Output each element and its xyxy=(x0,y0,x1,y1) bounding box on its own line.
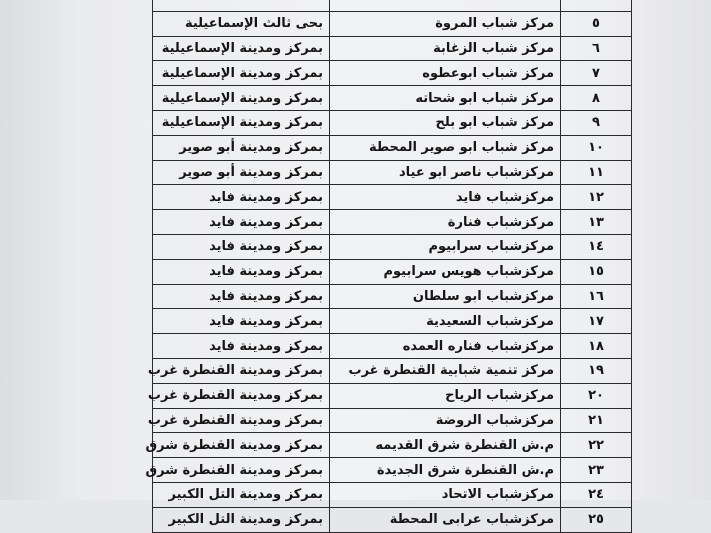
center-name-cell: مركزشباب الاتحاد xyxy=(330,482,561,507)
center-name-cell: مركزشباب ابو سلطان xyxy=(330,284,561,309)
row-number-cell: ٦ xyxy=(561,36,632,61)
location-cell: بمركز ومدينة القنطرة غرب xyxy=(153,408,330,433)
table-row xyxy=(153,383,632,408)
row-number-cell: ١٦ xyxy=(561,284,632,309)
location-cell: بمركز ومدينة التل الكبير xyxy=(153,507,330,532)
location-cell: بمركز ومدينة التل الكبير xyxy=(153,482,330,507)
center-name-cell: مركزشباب ناصر ابو عياد xyxy=(330,160,561,185)
location-cell: بمركز ومدينة القنطرة غرب xyxy=(153,358,330,383)
location-cell: بمركز ومدينة القنطرة شرق xyxy=(153,433,330,458)
row-number-cell: ١٩ xyxy=(561,358,632,383)
row-number-cell: ١١ xyxy=(561,160,632,185)
youth-centers-table xyxy=(145,0,632,533)
center-name-cell: م.ش القنطرة شرق القديمه xyxy=(330,433,561,458)
row-number-cell: ٢٤ xyxy=(561,482,632,507)
location-cell: بمركز ومدينة القنطرة غرب xyxy=(153,383,330,408)
location-cell: بمركز ومدينة فايد xyxy=(153,334,330,359)
row-number-cell: ٧ xyxy=(561,61,632,86)
row-number-cell: ١٥ xyxy=(561,259,632,284)
center-name-cell: مركزشباب فنارة xyxy=(330,210,561,235)
table-row xyxy=(153,309,632,334)
table-row xyxy=(153,259,632,284)
row-number-cell: ٢٥ xyxy=(561,507,632,532)
table-body xyxy=(145,0,632,532)
table-row xyxy=(153,135,632,160)
row-number-cell: ١٨ xyxy=(561,334,632,359)
table-row xyxy=(153,36,632,61)
row-number-cell: ١٠ xyxy=(561,135,632,160)
center-name-cell: م.ش القنطرة شرق الجديدة xyxy=(330,458,561,483)
location-cell xyxy=(153,0,330,11)
table-row xyxy=(153,86,632,111)
center-name-cell: مركزشباب فناره العمده xyxy=(330,334,561,359)
table-row xyxy=(153,110,632,135)
location-cell: بحى ثالث الإسماعيلية xyxy=(153,11,330,36)
row-number-cell xyxy=(561,0,632,11)
location-cell: بمركز ومدينة فايد xyxy=(153,309,330,334)
center-name-cell: مركزشباب الروضة xyxy=(330,408,561,433)
row-number-cell: ٢٢ xyxy=(561,433,632,458)
row-number-cell: ١٢ xyxy=(561,185,632,210)
table-row xyxy=(153,458,632,483)
table-row xyxy=(153,61,632,86)
row-number-cell: ١٤ xyxy=(561,234,632,259)
center-name-cell: مركز شباب ابو شحاته xyxy=(330,86,561,111)
table-row xyxy=(153,482,632,507)
row-number-cell: ١٣ xyxy=(561,210,632,235)
row-number-cell: ٢٠ xyxy=(561,383,632,408)
table-row xyxy=(153,358,632,383)
row-number-cell: ١٧ xyxy=(561,309,632,334)
table-row xyxy=(153,284,632,309)
location-cell: بمركز ومدينة الإسماعيلية xyxy=(153,110,330,135)
table-row xyxy=(153,185,632,210)
center-name-cell: مركزشباب هويس سرابيوم xyxy=(330,259,561,284)
table-row xyxy=(153,408,632,433)
center-name-cell: مركزشباب الرياح xyxy=(330,383,561,408)
center-name-cell: مركز شباب ابوعطوه xyxy=(330,61,561,86)
center-name-cell: مركز شباب ابو بلح xyxy=(330,110,561,135)
table-row xyxy=(153,334,632,359)
location-cell: بمركز ومدينة الإسماعيلية xyxy=(153,36,330,61)
row-number-cell: ٨ xyxy=(561,86,632,111)
table-row xyxy=(153,507,632,532)
row-number-cell: ٢١ xyxy=(561,408,632,433)
row-number-cell: ٥ xyxy=(561,11,632,36)
table-row xyxy=(153,234,632,259)
table-row xyxy=(153,0,632,11)
table-row xyxy=(153,11,632,36)
center-name-cell: مركزشباب السعيدية xyxy=(330,309,561,334)
location-cell: بمركز ومدينة فايد xyxy=(153,234,330,259)
location-cell: بمركز ومدينة فايد xyxy=(153,185,330,210)
location-cell: بمركز ومدينة فايد xyxy=(153,210,330,235)
location-cell: بمركز ومدينة الإسماعيلية xyxy=(153,86,330,111)
table-row xyxy=(153,210,632,235)
center-name-cell: مركزشباب فايد xyxy=(330,185,561,210)
center-name-cell: مركز شباب المروة xyxy=(330,11,561,36)
center-name-cell xyxy=(330,0,561,11)
center-name-cell: مركز شباب ابو صوير المحطة xyxy=(330,135,561,160)
location-cell: بمركز ومدينة الإسماعيلية xyxy=(153,61,330,86)
center-name-cell: مركزشباب عرابى المحطة xyxy=(330,507,561,532)
row-number-cell: ٢٣ xyxy=(561,458,632,483)
location-cell: بمركز ومدينة أبو صوير xyxy=(153,135,330,160)
row-number-cell: ٩ xyxy=(561,110,632,135)
table-row xyxy=(153,160,632,185)
table-container xyxy=(145,0,632,533)
location-cell: بمركز ومدينة فايد xyxy=(153,284,330,309)
location-cell: بمركز ومدينة القنطرة شرق xyxy=(153,458,330,483)
table-row xyxy=(153,433,632,458)
location-cell: بمركز ومدينة أبو صوير xyxy=(153,160,330,185)
center-name-cell: مركز تنمية شبابية القنطرة غرب xyxy=(330,358,561,383)
center-name-cell: مركز شباب الزغابة xyxy=(330,36,561,61)
center-name-cell: مركزشباب سرابيوم xyxy=(330,234,561,259)
location-cell: بمركز ومدينة فايد xyxy=(153,259,330,284)
